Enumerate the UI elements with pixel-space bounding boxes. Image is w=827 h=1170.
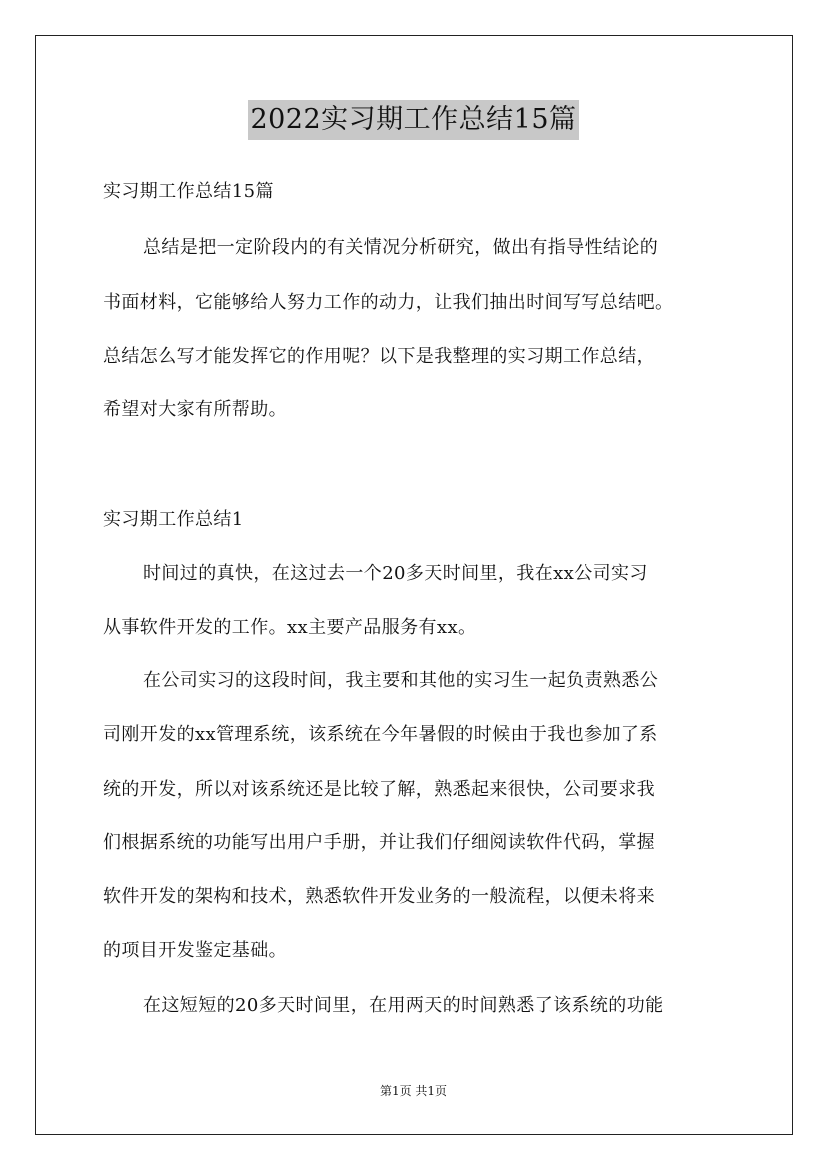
paragraph-line: 总结是把一定阶段内的有关情况分析研究，做出有指导性结论的 [143,237,659,258]
paragraph-line: 在这短短的20多天时间里，在用两天的时间熟悉了该系统的功能 [143,995,664,1016]
section-heading: 实习期工作总结1 [103,509,244,530]
document-title: 2022实习期工作总结15篇 [248,100,578,140]
page-number-footer: 第1页 共1页 [379,1084,448,1098]
paragraph-line: 软件开发的架构和技术，熟悉软件开发业务的一般流程，以便未将来 [103,886,655,907]
paragraph-line: 希望对大家有所帮助。 [103,399,287,420]
paragraph-line: 书面材料，它能够给人努力工作的动力，让我们抽出时间写写总结吧。 [103,292,674,313]
paragraph-line: 总结怎么写才能发挥它的作用呢？以下是我整理的实习期工作总结， [103,346,655,367]
title-container [0,100,827,140]
paragraph-line: 在公司实习的这段时间，我主要和其他的实习生一起负责熟悉公 [143,670,659,691]
paragraph-line: 从事软件开发的工作。xx主要产品服务有xx。 [103,617,477,638]
paragraph-line: 们根据系统的功能写出用户手册，并让我们仔细阅读软件代码，掌握 [103,832,655,853]
paragraph-line: 司刚开发的xx管理系统，该系统在今年暑假的时候由于我也参加了系 [103,724,658,745]
paragraph-line: 的项目开发鉴定基础。 [103,940,287,961]
paragraph-line: 统的开发，所以对该系统还是比较了解，熟悉起来很快，公司要求我 [103,779,655,800]
paragraph-line: 时间过的真快，在这过去一个20多天时间里，我在xx公司实习 [143,563,648,584]
subtitle-line: 实习期工作总结15篇 [103,181,274,202]
